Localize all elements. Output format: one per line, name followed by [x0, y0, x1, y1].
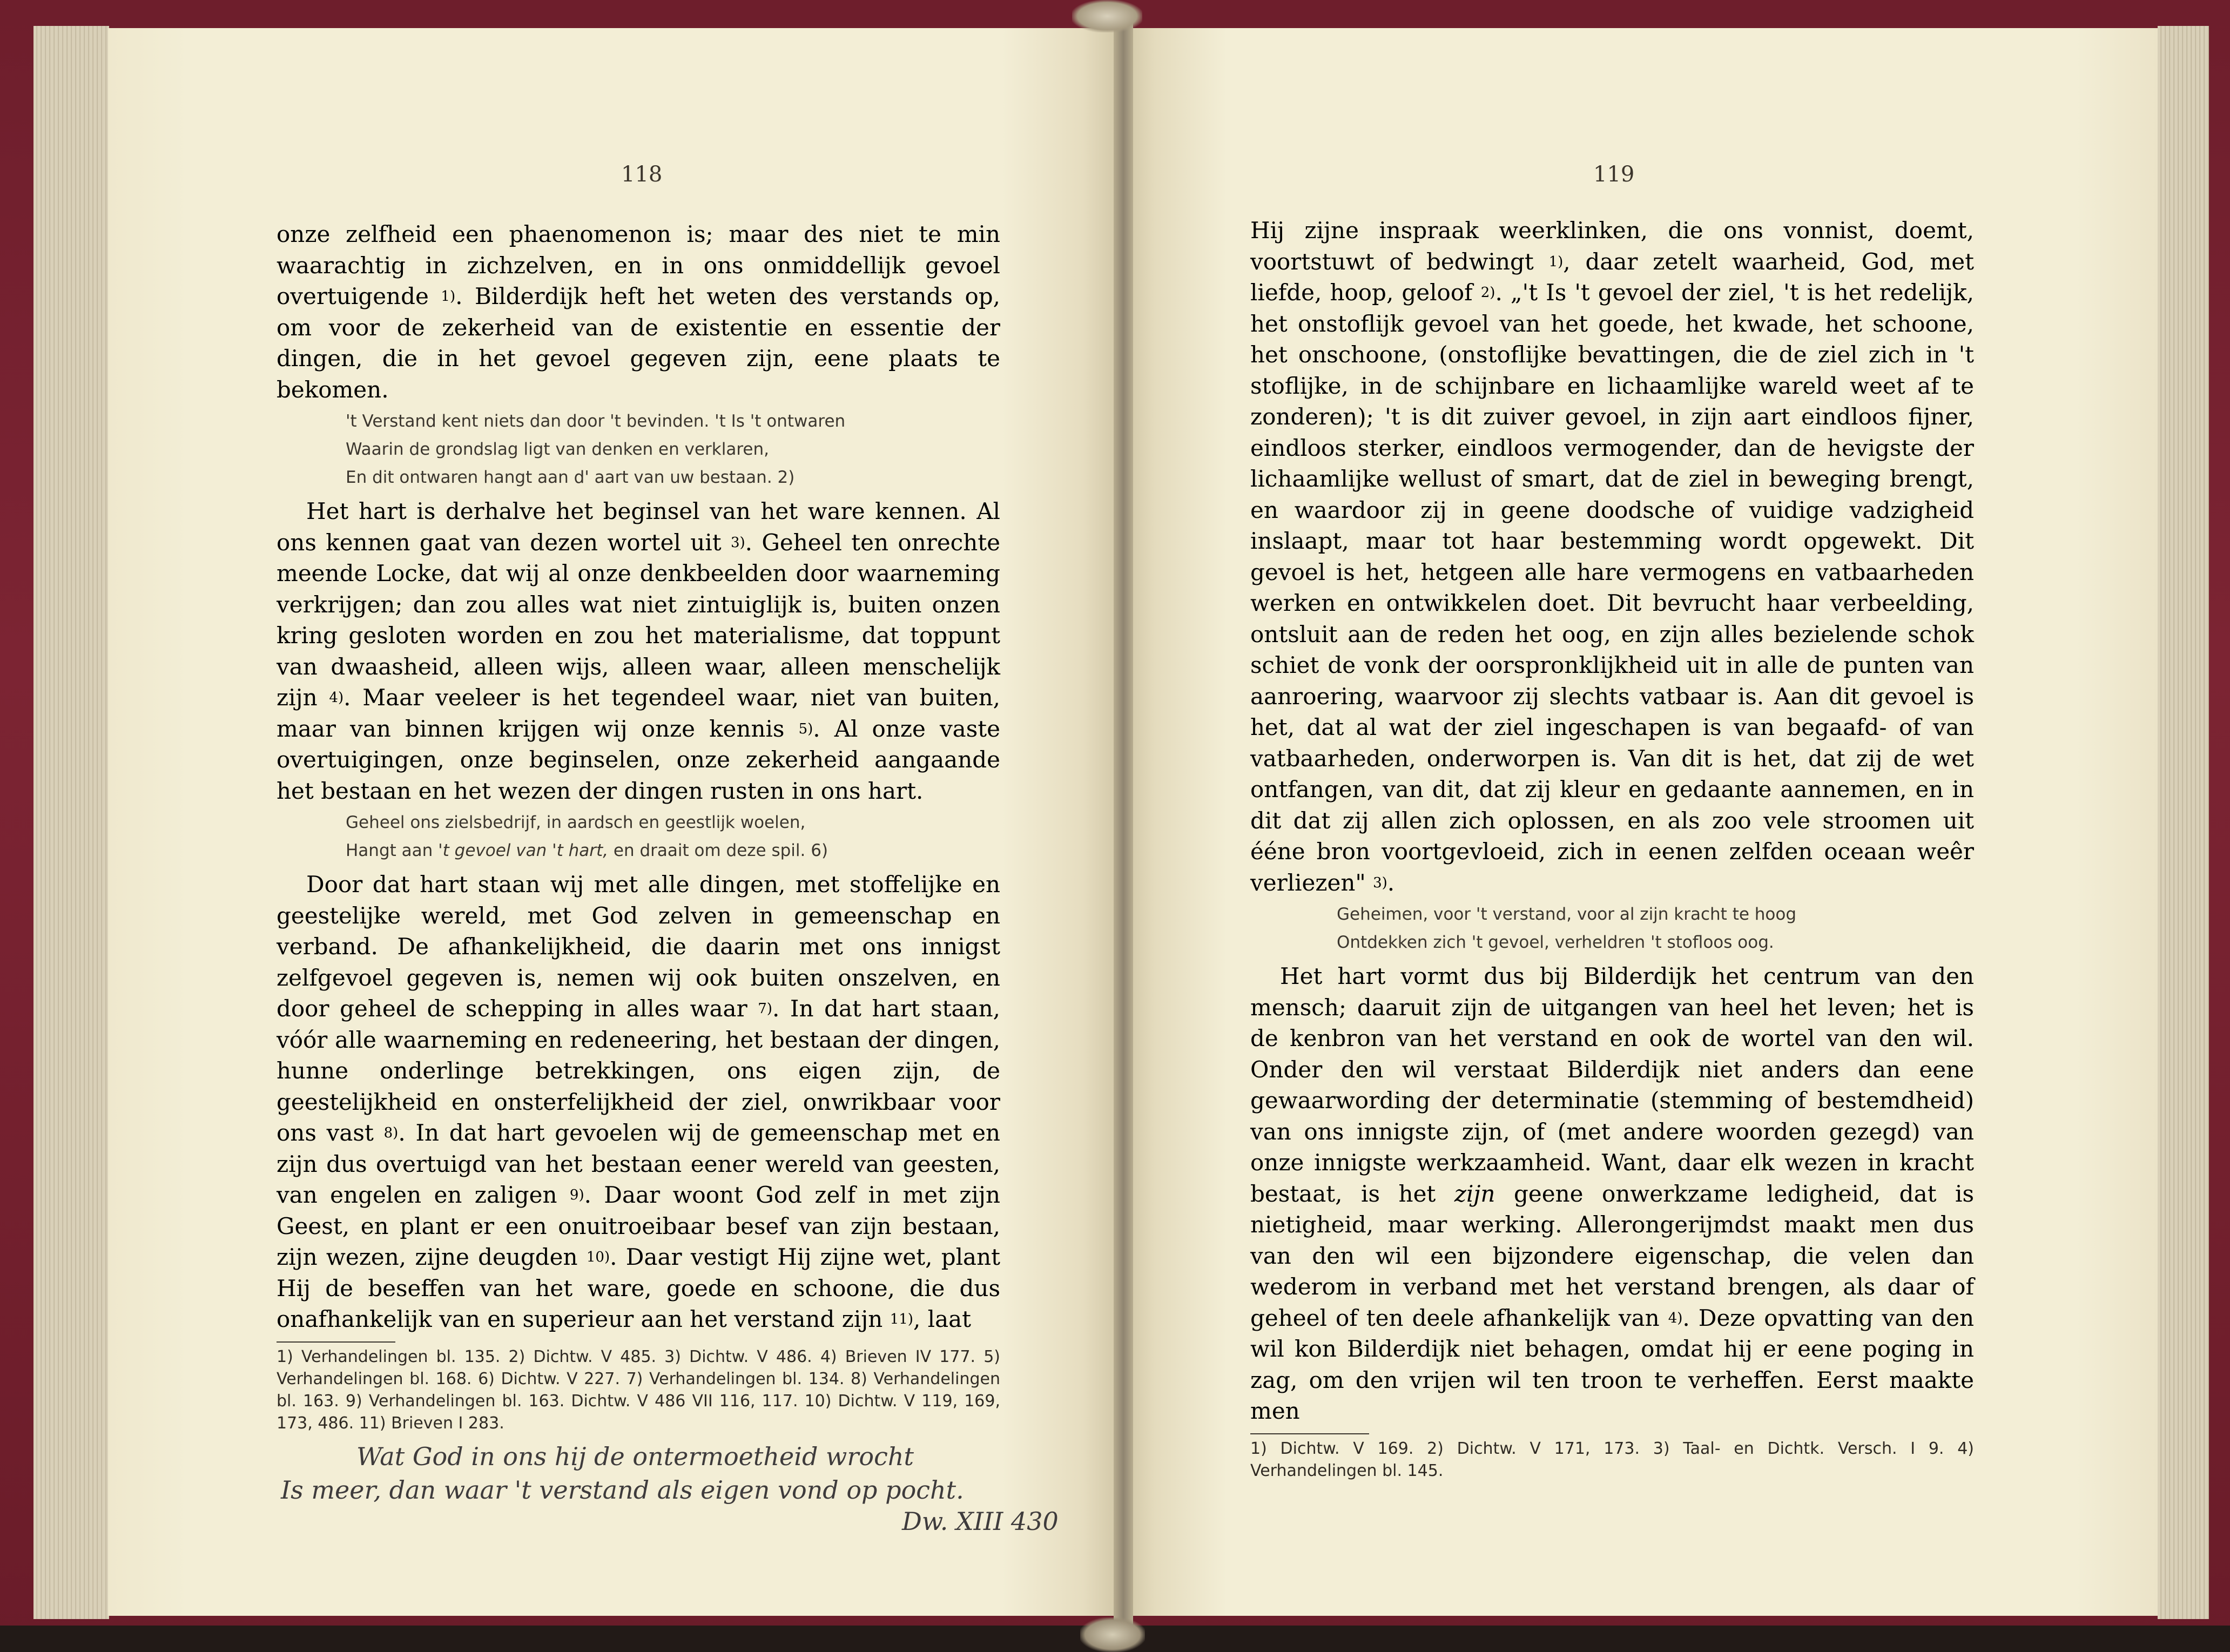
handwriting-line: Is meer, dan waar 't verstand als eigen vond op pocht. — [281, 1475, 964, 1505]
page-number-right: 119 — [1593, 162, 1635, 187]
footnotes: 1) Verhandelingen bl. 135. 2) Dichtw. V 485. 3) Dichtw. V 486. 4) Brieven IV 177. 5) Verhandelingen bl. 168. 6) Dichtw. V 227. 7) Verhandelingen bl. 134. 8) Verhandelingen bl. 163. 9) Verhandelingen bl. 163. Dichtw. V 486 VII 116, 117. 10) Dichtw. V 119, 169, 173, 486. 11) Brieven I 283. — [277, 1347, 1000, 1433]
paragraph: Het hart vormt dus bij Bilderdijk het centrum van den mensch; daaruit zijn de uitgangen van heel het leven; het is de kenbron van het verstand en ook de wortel van den wil. Onder den wil verstaat Bilderdijk niet anders dan eene gewaarwording der determinatie (stemming of bestemdheid) van ons innigste zijn, of (met andere woorden gezegd) van onze innigste werkzaamheid. Want, daar elk wezen in kracht bestaat, is het zijn geene onwerkzame ledigheid, dat is nietigheid, maar werking. Allerongerijmdst maakt men dus van den wil een bijzondere eigenschap, die velen dan wederom in verband met het verstand brengen, als daar of geheel of ten deele afhankelijk van $^{4)}$. Deze opvatting van den wil kon Bilderdijk niet behagen, omdat hij er eene poging in zag, om den vrijen wil ten troon te verheffen. Eerst maakte men — [1250, 963, 1974, 1424]
book-gutter — [1114, 16, 1133, 1636]
paragraph: Hij zijne inspraak weerklinken, die ons vonnist, doemt, voortstuwt of bedwingt $^{1)}$, daar zetelt waarheid, God, met liefde, hoop, geloof $^{2)}$. „'t Is 't gevoel der ziel, 't is het redelijk, het onstoflijk gevoel van het goede, het kwade, het schoone, het onschoone, (onstoflijke bevattingen, die de ziel zich in 't stoflijke, in de schijnbare en lichaamlijke wareld weet af te zonderen); 't is dit zuiver gevoel, in zijn aart eindloos fijner, eindloos sterker, eindloos vermogender, dan de hevigste der lichaamlijke wellust of smart, dat de ziel in beweging brengt, en waardoor zij in geene doodsche of vuidige vadzigheid inslaapt, maar tot haar bestemming wordt opgewekt. Dit gevoel is het, hetgeen alle hare vermogens en vatbaarheden werken en ontwikkelen doet. Dit bevrucht haar verbeelding, ontsluit aan de reden het oog, en zijn alles bezielende schok schiet de vonk der oorspronklijkheid uit in alle de punten van aanroering, waarvoor zij slechts vatbaar is. Aan dit gevoel is het, dat al wat der ziel ingeschapen is van begaafd- of van vatbaarheden, onderworpen is. Van dit is het, dat zij de wet ontfangen, van dit, dat zij kleur en gedaante aannemen, en in dit dat zij allen zich oplossen, en als zoo vele stroomen uit ééne bron voortgevloeid, zich in eenen zelfden oceaan weêr verliezen" $^{3)}$. — [1250, 217, 1974, 896]
footnote-rule — [277, 1341, 395, 1343]
paragraph: onze zelfheid een phaenomenon is; maar des niet te min waarachtig in zichzelven, en in ons onmiddellijk gevoel overtuigende $^{1)}$. Bilderdijk heft het weten des verstands op, om voor de zekerheid van de existentie en essentie der dingen, die in het gevoel gegeven zijn, eene plaats te bekomen. — [277, 221, 1000, 403]
right-page-edges — [2158, 26, 2209, 1619]
page-number-left: 118 — [621, 162, 663, 187]
paragraph: Door dat hart staan wij met alle dingen, met stoffelijke en geestelijke wereld, met God zelven in gemeenschap en verband. De afhankelijkheid, die daarin met ons innigst zelfgevoel gegeven is, nemen wij ook buiten onszelven, en door geheel de schepping in alles waar $^{7)}$. In dat hart staan, vóór alle waarneming en redeneering, het bestaan der dingen, hunne onderlinge betrekkingen, ons eigen zijn, de geestelijkheid en onsterfelijkheid der ziel, onwrikbaar voor ons vast $^{8)}$. In dat hart gevoelen wij de gemeenschap met en zijn dus overtuigd van het bestaan eener wereld van geesten, van engelen en zaligen $^{9)}$. Daar woont God zelf in met zijn Geest, en plant er een onuitroeibaar besef van zijn bestaan, zijn wezen, zijne deugden $^{10)}$. Daar vestigt Hij zijne wet, plant Hij de beseffen van het ware, goede en schoone, die dus onafhankelijk van en superieur aan het verstand zijn $^{11)}$, laat — [277, 871, 1001, 1332]
handwriting-reference: Dw. XIII 430 — [902, 1507, 1059, 1536]
verse-quote: 't Verstand kent niets dan door 't bevinden. 't Is 't ontwaren Waarin de grondslag ligt van denken en verklaren, En dit ontwaren hangt aan d' aart van uw bestaan. 2) — [346, 412, 846, 487]
bookmark-ribbon-top — [1072, 0, 1142, 32]
verse-quote: Geheimen, voor 't verstand, voor al zijn kracht te hoog Ontdekken zich 't gevoel, verheldren 't stofloos oog. — [1337, 905, 1797, 952]
footnote-rule — [1250, 1433, 1369, 1434]
paragraph: Het hart is derhalve het beginsel van het ware kennen. Al ons kennen gaat van dezen wortel uit $^{3)}$. Geheel ten onrechte meende Locke, dat wij al onze denkbeelden door waarneming verkrijgen; dan zou alles wat niet zintuiglijk is, buiten onzen kring gesloten worden en zou het materialisme, dat toppunt van dwaasheid, alleen wijs, alleen waar, alleen menschelijk zijn $^{4)}$. Maar veeleer is het tegendeel waar, niet van buiten, maar van binnen krijgen wij onze kennis $^{5)}$. Al onze vaste overtuigingen, onze beginselen, onze zekerheid aangaande het bestaan en het wezen der dingen rusten in ons hart. — [277, 498, 1001, 804]
left-page-edges — [33, 26, 109, 1619]
handwritten-annotation — [281, 1442, 1091, 1550]
bookmark-ribbon-bottom — [1080, 1617, 1145, 1652]
footnotes: 1) Dichtw. V 169. 2) Dichtw. V 171, 173. 3) Taal- en Dichtk. Versch. I 9. 4) Verhandelingen bl. 145. — [1250, 1439, 1974, 1480]
right-text-column — [1250, 215, 1974, 1482]
handwriting-line: Wat God in ons hij de ontermoetheid wrocht — [356, 1442, 914, 1471]
left-text-column — [277, 219, 1000, 1434]
verse-quote: Geheel ons zielsbedrijf, in aardsch en geestlijk woelen, Hangt aan 't gevoel van 't hart, en draait om deze spil. 6) — [346, 813, 828, 860]
